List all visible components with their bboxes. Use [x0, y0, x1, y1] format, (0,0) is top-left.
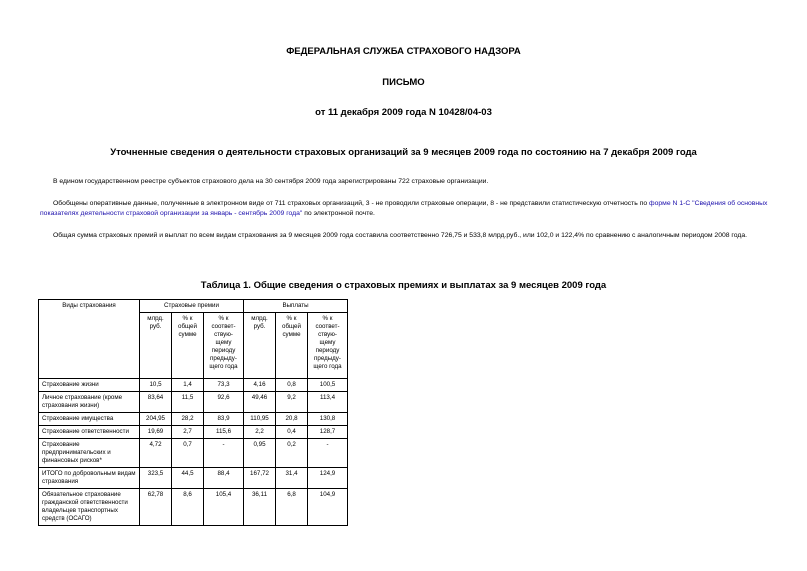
table-row: [39, 489, 348, 526]
premium-share-cell: 8,6: [172, 489, 204, 526]
row-name-cell: Страхование предпринимательских и финансовых рисков*: [39, 439, 140, 468]
row-name-cell: Страхование жизни: [39, 379, 140, 392]
premium-prev-cell: 88,4: [204, 468, 244, 489]
premium-bn-cell: 83,64: [140, 392, 172, 413]
table-title: Таблица 1. Общие сведения о страховых премиях и выплатах за 9 месяцев 2009 года: [200, 280, 607, 291]
payment-share-cell: 0,4: [276, 426, 308, 439]
payment-bn-cell: 49,46: [244, 392, 276, 413]
paragraph-2-text-b: по электронной почте.: [302, 209, 375, 217]
payment-bn-cell: 2,2: [244, 426, 276, 439]
table-row: [39, 426, 348, 439]
table-row: [39, 413, 348, 426]
premium-bn-cell: 19,69: [140, 426, 172, 439]
premium-prev-cell: 83,9: [204, 413, 244, 426]
table-row: [39, 439, 348, 468]
doc-type: ПИСЬМО: [382, 77, 425, 88]
premium-bn-cell: 204,95: [140, 413, 172, 426]
premium-prev-cell: 73,3: [204, 379, 244, 392]
payments-group-header: Выплаты: [244, 300, 348, 313]
premium-share-cell: 28,2: [172, 413, 204, 426]
premium-bn-cell: 10,5: [140, 379, 172, 392]
payment-share-cell: 6,8: [276, 489, 308, 526]
payment-prev-cell: 104,9: [308, 489, 348, 526]
payment-share-cell: 0,2: [276, 439, 308, 468]
premium-bn-cell: 4,72: [140, 439, 172, 468]
row-name-cell: ИТОГО по добровольным видам страхования: [39, 468, 140, 489]
premium-share-cell: 11,5: [172, 392, 204, 413]
premium-bn-cell: 323,5: [140, 468, 172, 489]
doc-subject: Уточненные сведения о деятельности страховых организаций за 9 месяцев 2009 года по состоянию на 7 декабря 2009 года: [110, 147, 697, 158]
org-title: ФЕДЕРАЛЬНАЯ СЛУЖБА СТРАХОВОГО НАДЗОРА: [286, 46, 521, 57]
form-1c-link[interactable]: форме N 1-С "Сведения об основных показателях деятельности страховой организации за январь - сентябрь 2009 года": [40, 200, 768, 217]
premium-bn-cell: 62,78: [140, 489, 172, 526]
payment-bn-cell: 167,72: [244, 468, 276, 489]
payments-share-header: % к общей сумме: [276, 313, 308, 379]
premium-share-cell: 0,7: [172, 439, 204, 468]
table-row: [39, 392, 348, 413]
payment-prev-cell: 124,9: [308, 468, 348, 489]
payment-bn-cell: 36,11: [244, 489, 276, 526]
payment-prev-cell: 130,8: [308, 413, 348, 426]
row-name-cell: Личное страхование (кроме страхования жизни): [39, 392, 140, 413]
payment-share-cell: 0,8: [276, 379, 308, 392]
payment-share-cell: 9,2: [276, 392, 308, 413]
payment-share-cell: 20,8: [276, 413, 308, 426]
premiums-bn-header: млрд. руб.: [140, 313, 172, 379]
payment-bn-cell: 110,95: [244, 413, 276, 426]
payment-prev-cell: 100,5: [308, 379, 348, 392]
row-name-cell: Страхование ответственности: [39, 426, 140, 439]
premiums-payments-table: [38, 299, 348, 526]
payment-prev-cell: 113,4: [308, 392, 348, 413]
premiums-group-header: Страховые премии: [140, 300, 244, 313]
paragraph-3: Общая сумма страховых премий и выплат по всем видам страхования за 9 месяцев 2009 года составила соответственно 726,75 и 533,8 млрд.руб., или 102,0 и 122,4% по сравнению с аналогичным периодом 2008 года.: [53, 232, 748, 239]
premiums-prev-header: % к соответ- ствую- щему периоду предыду- щего года: [204, 313, 244, 379]
table-header-row: [39, 300, 348, 313]
table-row: [39, 379, 348, 392]
doc-date: от 11 декабря 2009 года N 10428/04-03: [315, 107, 492, 118]
premiums-share-header: % к общей сумме: [172, 313, 204, 379]
payment-prev-cell: 128,7: [308, 426, 348, 439]
payment-share-cell: 31,4: [276, 468, 308, 489]
row-name-cell: Страхование имущества: [39, 413, 140, 426]
premium-prev-cell: 92,6: [204, 392, 244, 413]
premium-prev-cell: 115,6: [204, 426, 244, 439]
paragraph-2-text-a: Обобщены оперативные данные, полученные в электронном виде от 711 страховых организаций, 3 - не проводили страховые операции, 8 - не представили статистическую отчетность по: [53, 200, 650, 207]
payment-prev-cell: -: [308, 439, 348, 468]
premium-share-cell: 1,4: [172, 379, 204, 392]
premium-share-cell: 44,5: [172, 468, 204, 489]
col-type-header: Виды страхования: [39, 300, 140, 379]
row-name-cell: Обязательное страхование гражданской ответственности владельцев транспортных средств (ОСАГО): [39, 489, 140, 526]
payments-prev-header: % к соответ- ствую- щему периоду предыду- щего года: [308, 313, 348, 379]
paragraph-1: В едином государственном реестре субъектов страхового дела на 30 сентября 2009 года зарегистрированы 722 страховые организации.: [53, 178, 489, 185]
payment-bn-cell: 4,16: [244, 379, 276, 392]
payment-bn-cell: 0,95: [244, 439, 276, 468]
premium-prev-cell: -: [204, 439, 244, 468]
table-row: [39, 468, 348, 489]
premium-share-cell: 2,7: [172, 426, 204, 439]
paragraph-2: [40, 199, 770, 218]
payments-bn-header: млрд. руб.: [244, 313, 276, 379]
premium-prev-cell: 105,4: [204, 489, 244, 526]
